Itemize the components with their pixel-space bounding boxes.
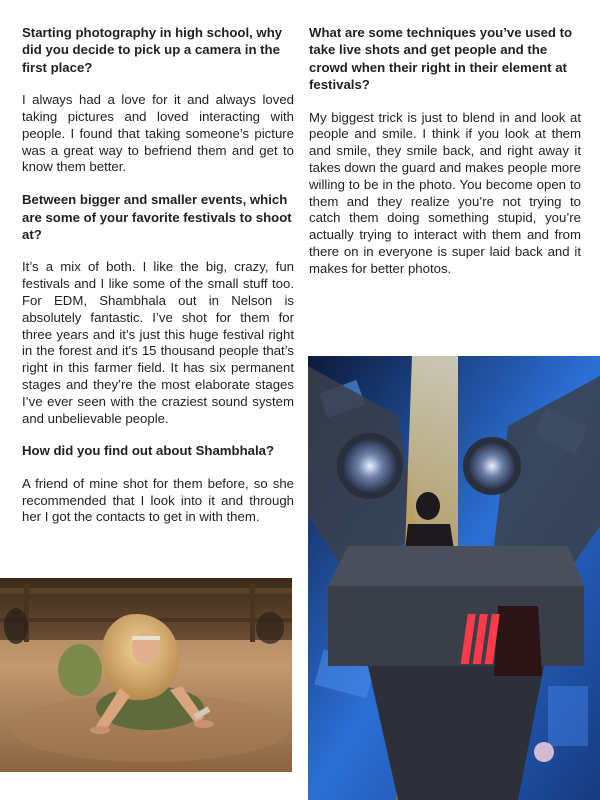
right-column xyxy=(309,24,581,278)
question-heading: What are some techniques you’ve used to take live shots and get people and the crowd when their right in their element at festivals? xyxy=(309,25,573,93)
question-heading: How did you find out about Shambhala? xyxy=(22,443,275,459)
answer-paragraph: My biggest trick is just to blend in and look at people and smile. I think if you look at them and smile, they smile back, and right away it takes down the guard and makes people more willing to be in the photo. You become open to them and they realize you’re not trying to catch them doing something stupid, you’re actually trying to interact with them and from there on in everyone is super laid back and it makes for better photos. xyxy=(309,109,581,276)
answer-paragraph: I always had a love for it and always loved taking pictures and loved interacting with people. I found that taking someone’s picture was a great way to befriend them and get to know them better. xyxy=(22,92,294,175)
dj-stage-photo xyxy=(308,356,600,800)
answer-paragraph: A friend of mine shot for them before, so she recommended that I look into it and through her I got the contacts to get in with them. xyxy=(22,475,294,525)
answer-paragraph: It’s a mix of both. I like the big, crazy, fun festivals and I like some of the small stuff too. For EDM, Shambhala out in Nelson is absolutely fantastic. I’ve shot for them for three years and it’s just this huge festival right in the forest and it's 15 thousand people that’s right in this farmer field. It has six permanent stages and they’re the most elaborate stages I’ve ever seen with the craziest sound system and unbelievable people. xyxy=(22,259,294,426)
left-column xyxy=(22,24,294,526)
question-heading: Starting photography in high school, why did you decide to pick up a camera in the first place? xyxy=(22,25,283,75)
question-heading: Between bigger and smaller events, which are some of your favorite festivals to shoot at? xyxy=(22,192,292,243)
performer-photo xyxy=(0,578,292,772)
